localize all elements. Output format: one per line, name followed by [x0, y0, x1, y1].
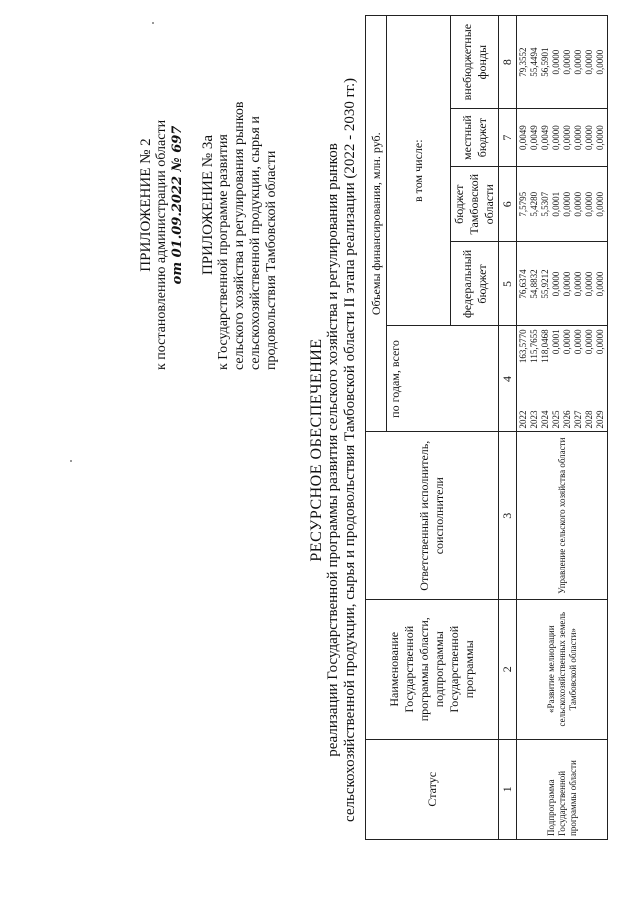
column-number-row — [499, 16, 517, 840]
appendix-line: к Государственной программе развития — [216, 134, 231, 370]
col-number: 7 — [499, 109, 517, 167]
rotated-document-page — [10, 10, 630, 890]
appendix-block — [138, 40, 280, 370]
document-title — [308, 50, 359, 850]
federal-values: 76,6374 54,8832 55,9212 0,0000 0,0000 0,0000 0,0000 0,0000 — [517, 242, 608, 326]
appendix-decree-line: к постановлению администрации области — [154, 119, 169, 370]
row-years-totals — [517, 326, 608, 432]
resource-table — [365, 15, 608, 840]
header-total: по годам, всего — [387, 326, 499, 432]
appendix-subheading: ПРИЛОЖЕНИЕ № 3а — [200, 134, 216, 276]
col-number: 6 — [499, 167, 517, 242]
appendix-heading: ПРИЛОЖЕНИЕ № 2 — [138, 138, 154, 272]
row-status: Подпрограмма Государственной программы области — [517, 739, 608, 839]
header-row — [366, 16, 387, 840]
col-number: 5 — [499, 242, 517, 326]
extra-values: 79,3552 55,4494 56,5901 0,0000 0,0000 0,0000 0,0000 0,0000 — [517, 16, 608, 109]
title-main: РЕСУРСНОЕ ОБЕСПЕЧЕНИЕ — [308, 338, 325, 562]
header-executor: Ответственный исполнитель, соисполнители — [366, 432, 499, 599]
col-number: 8 — [499, 16, 517, 109]
col-number: 4 — [499, 326, 517, 432]
col-number: 3 — [499, 432, 517, 599]
row-executor: Управление сельского хозяйства области — [517, 432, 608, 599]
title-line: сельскохозяйственной продукции, сырья и продовольствия Тамбовской области II этапа реализации (2022 - 2030 гг.) — [342, 78, 358, 822]
table-row — [517, 16, 608, 840]
header-volumes: Объемы финансирования, млн. руб. — [366, 16, 387, 432]
regional-values: 7,5795 5,4280 5,5307 0,0001 0,0000 0,0000 0,0000 0,0000 — [517, 167, 608, 242]
appendix-line: сельского хозяйства и регулирования рынков — [232, 101, 247, 370]
header-program-name: Наименование Государственной программы области, подпрограммы Государственной программы — [366, 599, 499, 739]
header-status: Статус — [366, 739, 499, 839]
appendix-line: продовольствия Тамбовской области — [264, 150, 279, 370]
appendix-line: сельскохозяйственной продукции, сырья и — [248, 116, 263, 370]
header-extra: внебюджетные фонды — [451, 16, 499, 109]
header-local: местный бюджет — [451, 109, 499, 167]
row-program-name: «Развитие мелиорации сельскохозяйственных земель Тамбовской области» — [517, 599, 608, 739]
header-regional: бюджет Тамбовской области — [451, 167, 499, 242]
header-including: в том числе: — [387, 16, 451, 326]
decree-date-number: от 01.09.2022 № 697 — [170, 125, 185, 285]
totals-list: 163,5770 115,7655 118,0468 0,0001 0,0000 0,0000 0,0000 0,0000 — [518, 329, 605, 364]
col-number: 2 — [499, 599, 517, 739]
local-values: 0,0049 0,0049 0,0049 0,0000 0,0000 0,0000 0,0000 0,0000 — [517, 109, 608, 167]
header-federal: федеральный бюджет — [451, 242, 499, 326]
years-list: 2022 2023 2024 2025 2026 2027 2028 2029 — [518, 410, 605, 429]
title-line: реализации Государственной программы развития сельского хозяйства и регулирования рынков — [325, 143, 341, 757]
col-number: 1 — [499, 739, 517, 839]
